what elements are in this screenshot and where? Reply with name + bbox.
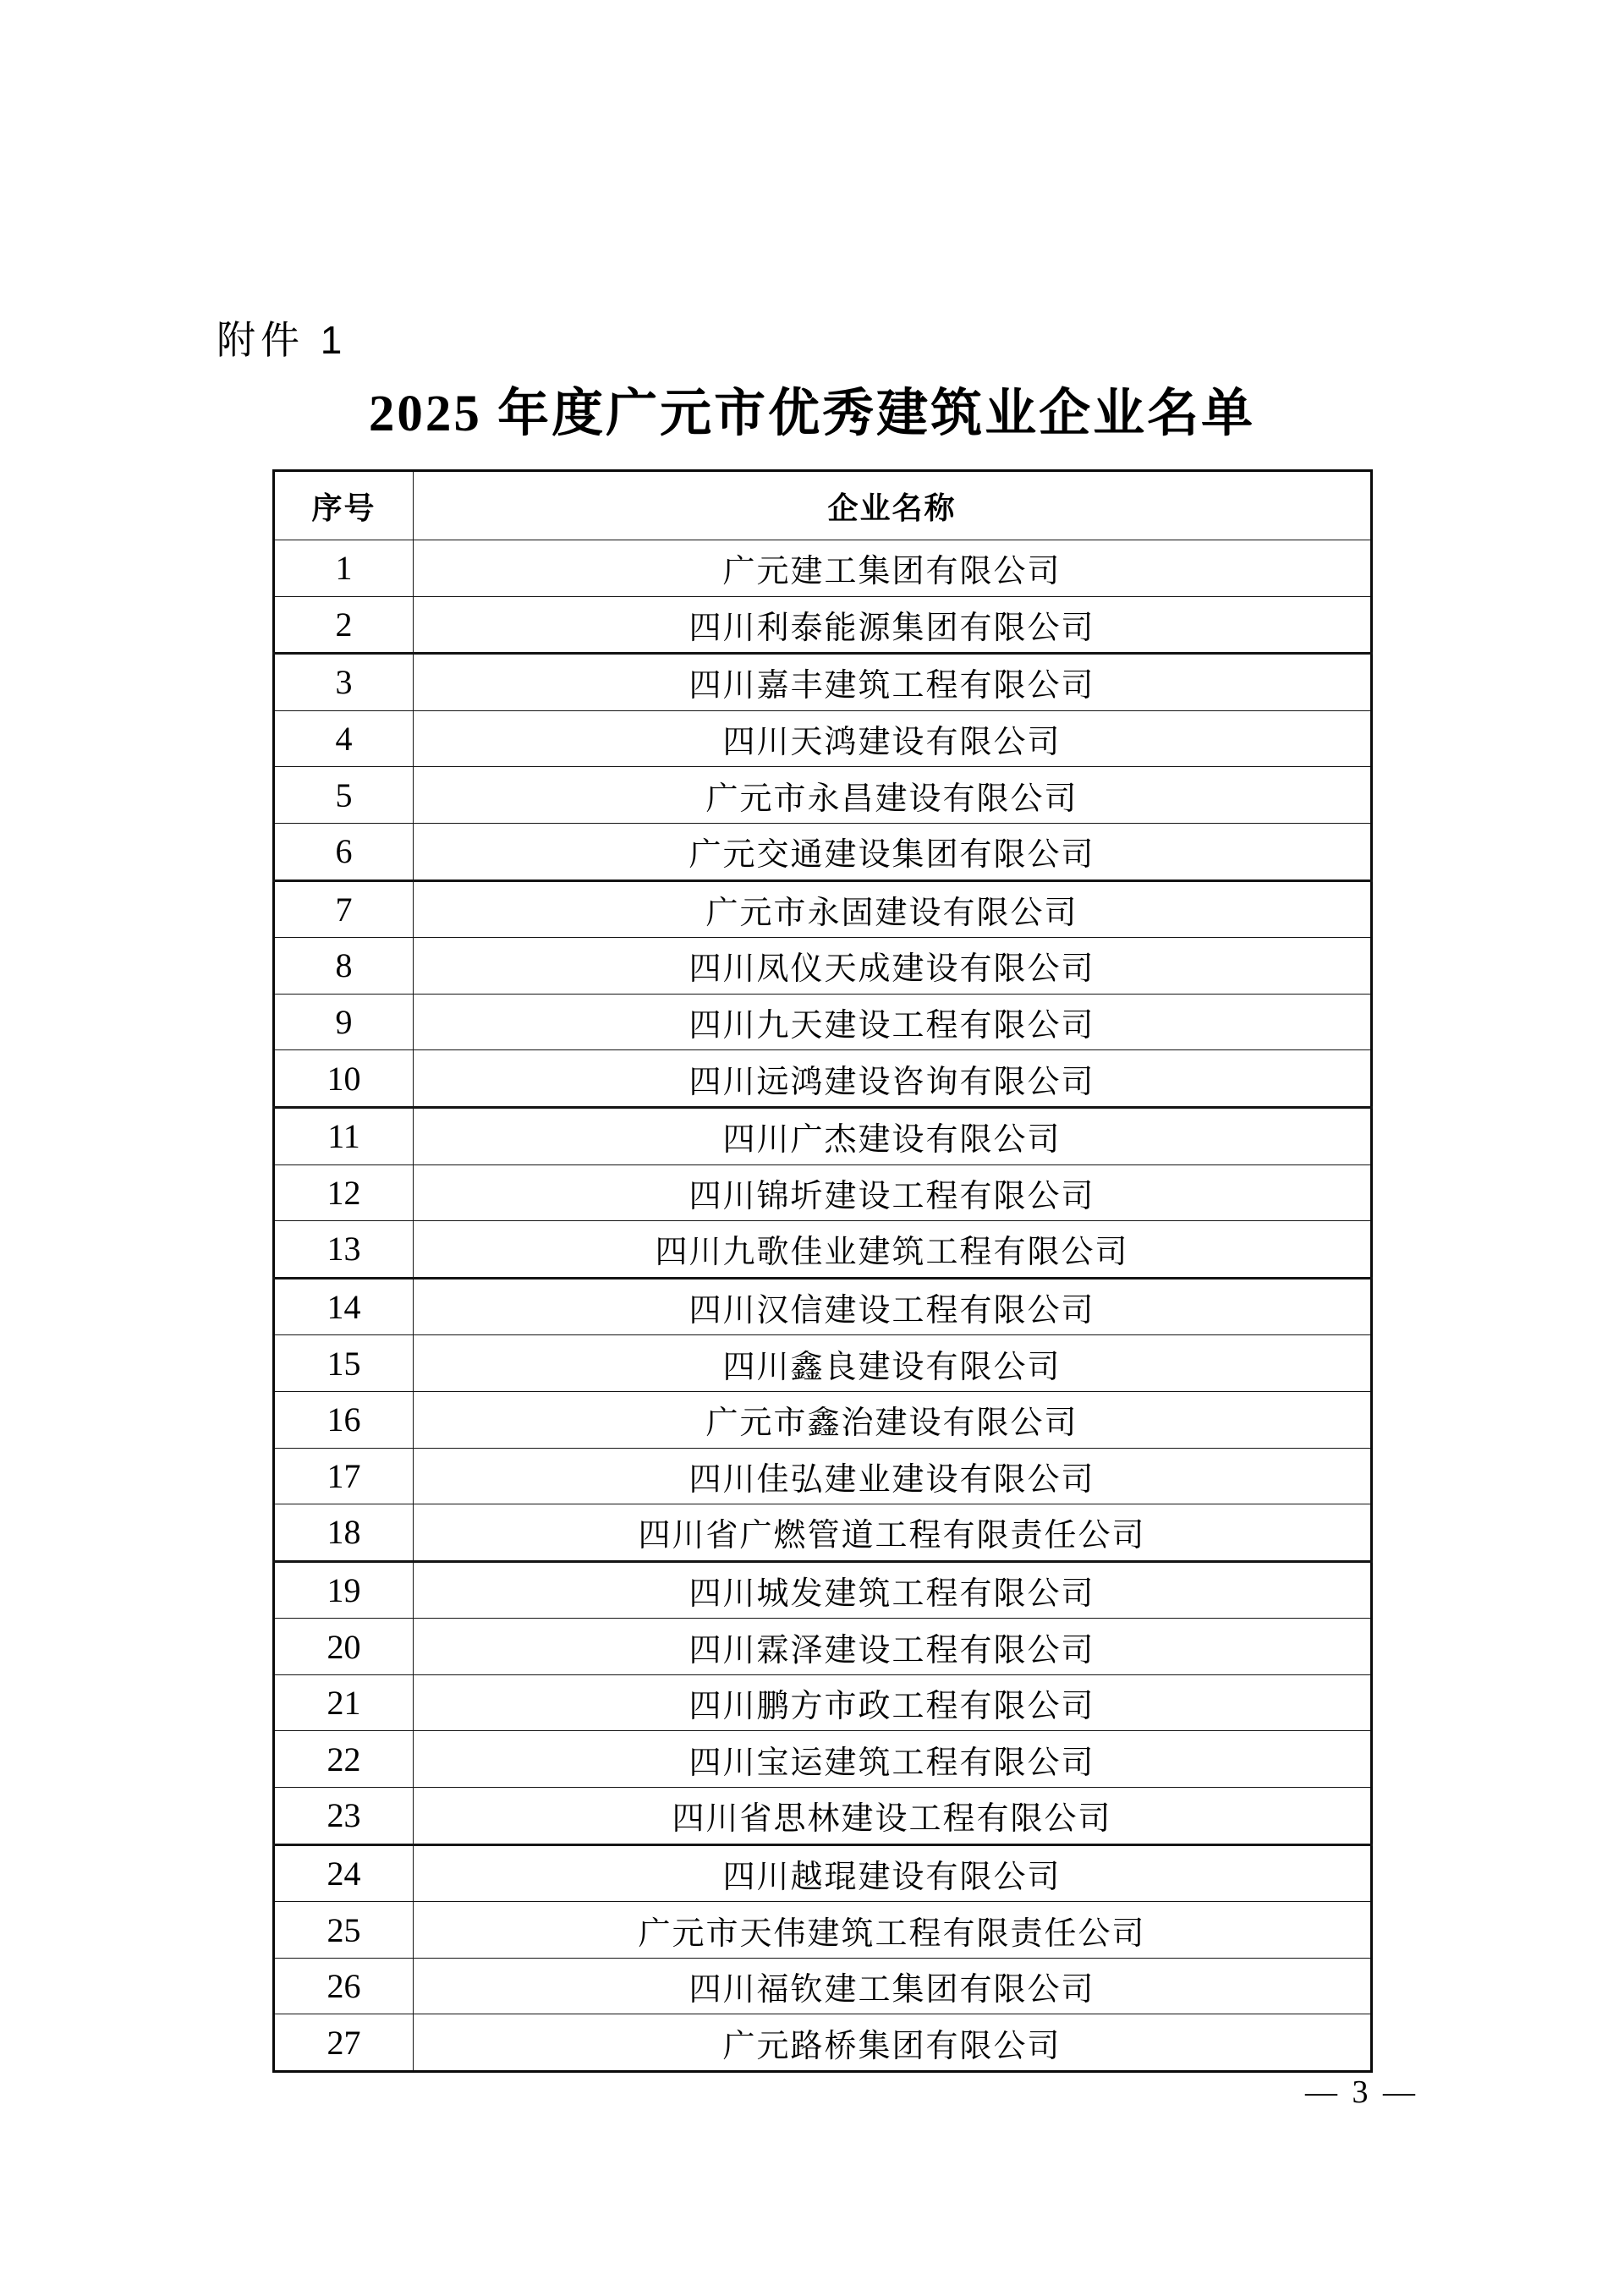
row-serial-number: 11 — [274, 1107, 414, 1164]
row-serial-number: 22 — [274, 1731, 414, 1788]
table-row — [274, 1164, 1372, 1221]
row-serial-number: 10 — [274, 1050, 414, 1108]
table-row — [274, 938, 1372, 995]
row-company-name: 广元路桥集团有限公司 — [414, 2014, 1372, 2072]
row-serial-number: 14 — [274, 1278, 414, 1335]
row-company-name: 广元建工集团有限公司 — [414, 540, 1372, 597]
row-company-name: 广元市天伟建筑工程有限责任公司 — [414, 1902, 1372, 1959]
row-company-name: 四川越琨建设有限公司 — [414, 1844, 1372, 1902]
table-row — [274, 767, 1372, 824]
row-company-name: 四川城发建筑工程有限公司 — [414, 1561, 1372, 1619]
table-row — [274, 540, 1372, 597]
row-company-name: 四川鹏方市政工程有限公司 — [414, 1674, 1372, 1731]
row-company-name: 四川省广燃管道工程有限责任公司 — [414, 1504, 1372, 1562]
table-row — [274, 1221, 1372, 1279]
row-serial-number: 6 — [274, 823, 414, 880]
table-row — [274, 1504, 1372, 1562]
table-row — [274, 1958, 1372, 2014]
row-company-name: 四川佳弘建业建设有限公司 — [414, 1448, 1372, 1504]
row-company-name: 四川嘉丰建筑工程有限公司 — [414, 654, 1372, 711]
row-company-name: 四川远鸿建设咨询有限公司 — [414, 1050, 1372, 1108]
table-row — [274, 710, 1372, 767]
table-row — [274, 1335, 1372, 1392]
row-serial-number: 24 — [274, 1844, 414, 1902]
row-company-name: 四川利泰能源集团有限公司 — [414, 596, 1372, 654]
table-row — [274, 1050, 1372, 1108]
table-row — [274, 1902, 1372, 1959]
table-row — [274, 1674, 1372, 1731]
table-row — [274, 1278, 1372, 1335]
table-row — [274, 654, 1372, 711]
table-header-row — [274, 471, 1372, 540]
row-company-name: 四川霖泽建设工程有限公司 — [414, 1619, 1372, 1675]
table-row — [274, 1619, 1372, 1675]
table-row — [274, 1107, 1372, 1164]
row-company-name: 四川九歌佳业建筑工程有限公司 — [414, 1221, 1372, 1279]
page-title: 2025 年度广元市优秀建筑业企业名单 — [368, 386, 1256, 442]
row-serial-number: 26 — [274, 1958, 414, 2014]
table-row — [274, 1844, 1372, 1902]
table-row — [274, 1448, 1372, 1504]
row-company-name: 四川天鸿建设有限公司 — [414, 710, 1372, 767]
row-company-name: 广元交通建设集团有限公司 — [414, 823, 1372, 880]
row-serial-number: 5 — [274, 767, 414, 824]
row-company-name: 四川凤仪天成建设有限公司 — [414, 938, 1372, 995]
row-company-name: 四川宝运建筑工程有限公司 — [414, 1731, 1372, 1788]
row-company-name: 四川鑫良建设有限公司 — [414, 1335, 1372, 1392]
row-company-name: 四川九天建设工程有限公司 — [414, 994, 1372, 1050]
header-company-name: 企业名称 — [414, 471, 1372, 540]
table-row — [274, 596, 1372, 654]
row-company-name: 广元市永固建设有限公司 — [414, 880, 1372, 938]
table-row — [274, 823, 1372, 880]
attachment-label: 附件 1 — [217, 318, 348, 362]
row-company-name: 广元市鑫治建设有限公司 — [414, 1391, 1372, 1448]
row-serial-number: 16 — [274, 1391, 414, 1448]
table-row — [274, 1391, 1372, 1448]
row-serial-number: 21 — [274, 1674, 414, 1731]
row-company-name: 四川广杰建设有限公司 — [414, 1107, 1372, 1164]
row-serial-number: 12 — [274, 1164, 414, 1221]
row-serial-number: 1 — [274, 540, 414, 597]
row-company-name: 四川锦圻建设工程有限公司 — [414, 1164, 1372, 1221]
row-serial-number: 7 — [274, 880, 414, 938]
row-company-name: 四川省思林建设工程有限公司 — [414, 1788, 1372, 1845]
row-serial-number: 13 — [274, 1221, 414, 1279]
row-serial-number: 18 — [274, 1504, 414, 1562]
row-serial-number: 4 — [274, 710, 414, 767]
row-serial-number: 27 — [274, 2014, 414, 2072]
table-row — [274, 1731, 1372, 1788]
row-serial-number: 19 — [274, 1561, 414, 1619]
row-serial-number: 17 — [274, 1448, 414, 1504]
table-row — [274, 880, 1372, 938]
row-serial-number: 8 — [274, 938, 414, 995]
row-company-name: 四川福钦建工集团有限公司 — [414, 1958, 1372, 2014]
row-serial-number: 23 — [274, 1788, 414, 1845]
row-serial-number: 25 — [274, 1902, 414, 1959]
row-company-name: 四川汉信建设工程有限公司 — [414, 1278, 1372, 1335]
row-company-name: 广元市永昌建设有限公司 — [414, 767, 1372, 824]
row-serial-number: 15 — [274, 1335, 414, 1392]
company-table — [272, 469, 1373, 2073]
row-serial-number: 2 — [274, 596, 414, 654]
table-row — [274, 1561, 1372, 1619]
table-row — [274, 2014, 1372, 2072]
row-serial-number: 9 — [274, 994, 414, 1050]
table-row — [274, 1788, 1372, 1845]
header-serial-number: 序号 — [274, 471, 414, 540]
row-serial-number: 20 — [274, 1619, 414, 1675]
row-serial-number: 3 — [274, 654, 414, 711]
table-row — [274, 994, 1372, 1050]
page-number: — 3 — — [1305, 2074, 1418, 2110]
